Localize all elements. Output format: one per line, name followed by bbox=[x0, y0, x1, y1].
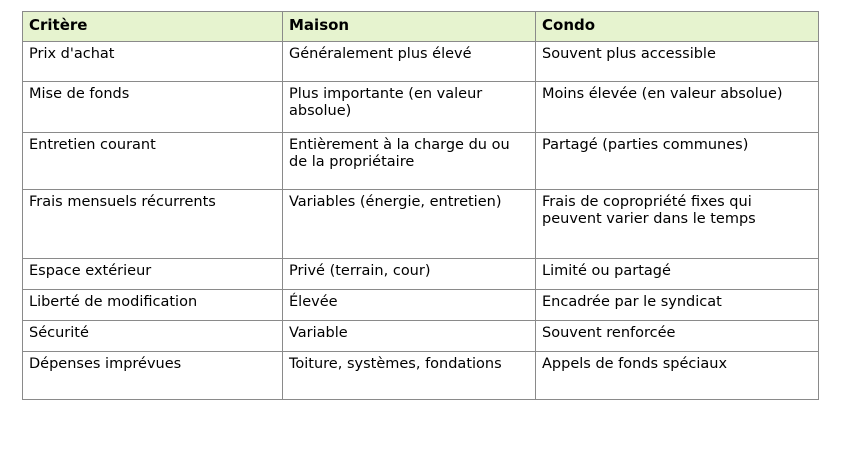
table-row bbox=[23, 42, 819, 82]
cell-maison: Élevée bbox=[283, 290, 536, 321]
cell-maison: Généralement plus élevé bbox=[283, 42, 536, 82]
cell-maison: Privé (terrain, cour) bbox=[283, 259, 536, 290]
table-row bbox=[23, 133, 819, 190]
table-row bbox=[23, 190, 819, 259]
table-row bbox=[23, 259, 819, 290]
table-row bbox=[23, 352, 819, 400]
cell-condo: Souvent renforcée bbox=[536, 321, 819, 352]
cell-critere: Entretien courant bbox=[23, 133, 283, 190]
cell-critere: Frais mensuels récurrents bbox=[23, 190, 283, 259]
cell-critere: Liberté de modification bbox=[23, 290, 283, 321]
cell-condo: Souvent plus accessible bbox=[536, 42, 819, 82]
cell-maison: Variable bbox=[283, 321, 536, 352]
cell-maison: Plus importante (en valeur absolue) bbox=[283, 82, 536, 133]
comparison-table bbox=[22, 11, 819, 400]
cell-maison: Toiture, systèmes, fondations bbox=[283, 352, 536, 400]
cell-condo: Partagé (parties communes) bbox=[536, 133, 819, 190]
cell-critere: Prix d'achat bbox=[23, 42, 283, 82]
cell-critere: Sécurité bbox=[23, 321, 283, 352]
table-row bbox=[23, 82, 819, 133]
cell-condo: Encadrée par le syndicat bbox=[536, 290, 819, 321]
header-condo: Condo bbox=[536, 12, 819, 42]
cell-critere: Dépenses imprévues bbox=[23, 352, 283, 400]
cell-condo: Appels de fonds spéciaux bbox=[536, 352, 819, 400]
header-critere: Critère bbox=[23, 12, 283, 42]
table-row bbox=[23, 290, 819, 321]
cell-maison: Variables (énergie, entretien) bbox=[283, 190, 536, 259]
cell-condo: Limité ou partagé bbox=[536, 259, 819, 290]
cell-maison: Entièrement à la charge du ou de la propriétaire bbox=[283, 133, 536, 190]
cell-critere: Espace extérieur bbox=[23, 259, 283, 290]
cell-condo: Moins élevée (en valeur absolue) bbox=[536, 82, 819, 133]
cell-condo: Frais de copropriété fixes qui peuvent varier dans le temps bbox=[536, 190, 819, 259]
cell-critere: Mise de fonds bbox=[23, 82, 283, 133]
table-row bbox=[23, 321, 819, 352]
table-header-row bbox=[23, 12, 819, 42]
header-maison: Maison bbox=[283, 12, 536, 42]
